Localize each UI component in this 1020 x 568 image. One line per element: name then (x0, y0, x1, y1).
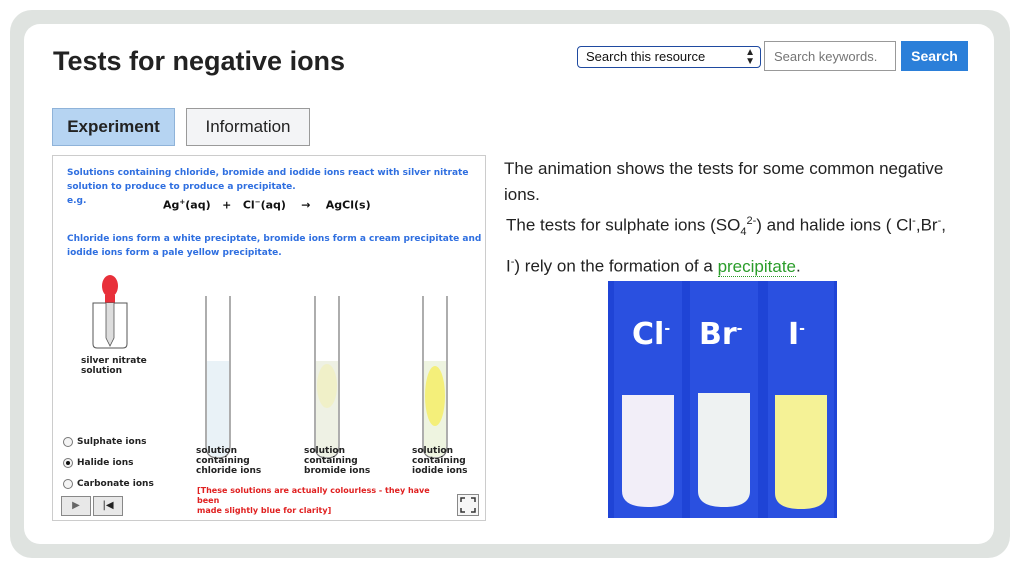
content-card (24, 24, 994, 544)
fullscreen-button[interactable] (457, 494, 479, 516)
radio-sulphate[interactable] (63, 437, 73, 447)
dropper-bulb (102, 275, 118, 297)
option-halide[interactable]: Halide ions (63, 458, 134, 468)
precipitate-link[interactable]: precipitate (717, 256, 796, 276)
photo-label-cl: Cl- (632, 317, 671, 352)
tube-label-chloride: solution containing chloride ions (196, 446, 262, 476)
experiment-animation (52, 155, 486, 521)
search-scope-label: Search this resource (586, 49, 706, 64)
radio-halide[interactable] (63, 458, 73, 468)
description-p3: I-) rely on the formation of a precipitate. (506, 256, 801, 276)
colour-text-2: iodide ions form a pale yellow precipitate. (67, 248, 282, 258)
photo-tube-chloride (622, 395, 674, 507)
description-p1: The animation shows the tests for some common negative ions. (504, 159, 944, 204)
select-arrows-icon: ▲ ▼ (745, 47, 755, 67)
eg-label: e.g. (67, 196, 87, 206)
photo-label-i: I- (788, 317, 805, 352)
intro-text-1: Solutions containing chloride, bromide and iodide ions react with silver nitrate (67, 168, 469, 178)
dropper-pipette (106, 303, 114, 346)
dropper-neck (105, 295, 115, 303)
option-sulphate[interactable]: Sulphate ions (63, 437, 146, 447)
radio-carbonate[interactable] (63, 479, 73, 489)
bromide-precipitate (317, 364, 337, 408)
tube-label-bromide: solution containing bromide ions (304, 446, 371, 476)
rewind-button[interactable] (93, 496, 123, 516)
intro-text-2: solution to produce to produce a precipitate. (67, 182, 296, 192)
tab-information[interactable]: Information (186, 108, 310, 146)
colour-note: [These solutions are actually colourless - they have been made slightly blue for clarity] (197, 486, 430, 515)
colour-text-1: Chloride ions form a white preciptate, bromide ions form a cream precipitate and (67, 234, 482, 244)
halide-test-photo (608, 281, 837, 518)
rewind-icon: |◀ (102, 500, 114, 511)
fullscreen-icon (458, 495, 478, 515)
tube-chloride-liquid (207, 361, 229, 457)
photo-label-br: Br- (699, 317, 743, 352)
search-input[interactable] (764, 41, 896, 71)
description-p2: The tests for sulphate ions $(SO_4^{2-})$ and halide ions ( Cl-,Br-, (506, 215, 946, 239)
photo-tube-bromide (698, 393, 750, 507)
tab-experiment[interactable]: Experiment (52, 108, 175, 146)
search-button[interactable]: Search (901, 41, 968, 71)
dropper-label: silver nitrate solution (81, 356, 147, 376)
iodide-precipitate (425, 366, 445, 426)
search-scope-select[interactable] (577, 46, 761, 68)
option-carbonate[interactable]: Carbonate ions (63, 479, 154, 489)
ionic-equation: Ag+(aq) + Cl−(aq) → AgCl(s) (163, 198, 371, 212)
page-title: Tests for negative ions (53, 46, 346, 76)
play-button[interactable] (61, 496, 91, 516)
play-icon: ▶ (72, 500, 80, 511)
tube-label-iodide: solution containing iodide ions (412, 446, 468, 476)
description (504, 156, 979, 280)
photo-tube-iodide (775, 395, 827, 509)
